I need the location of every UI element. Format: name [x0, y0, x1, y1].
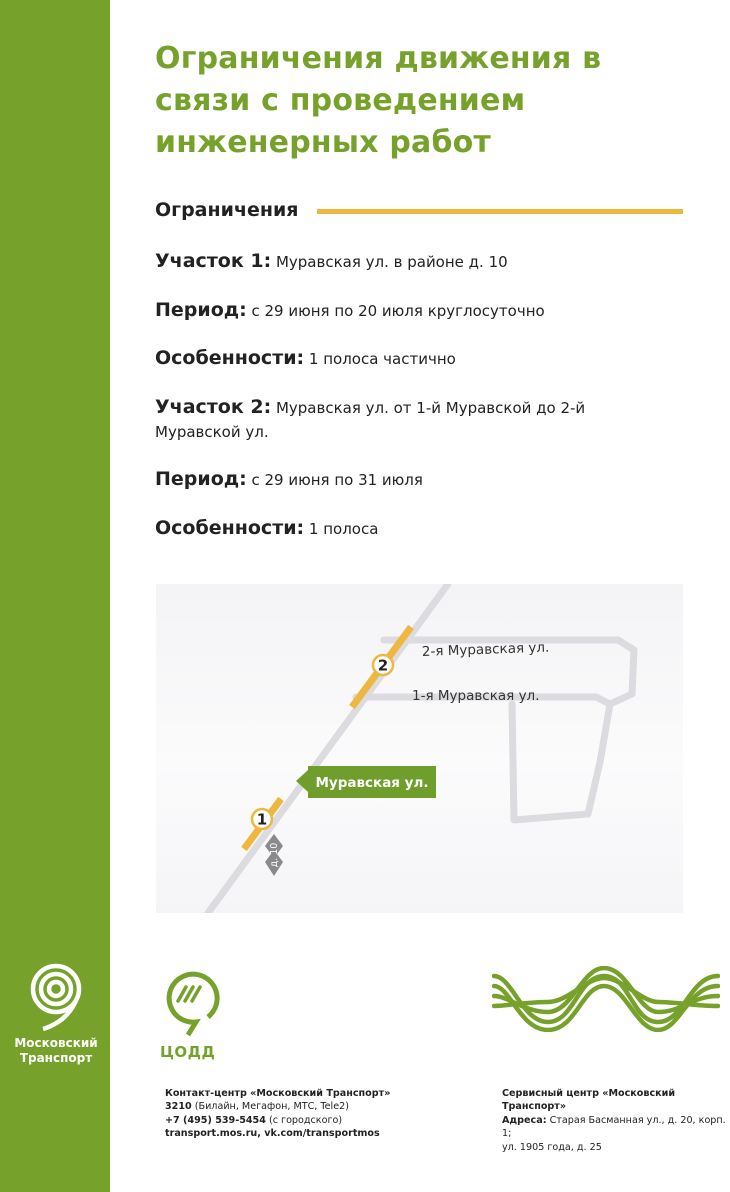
item-value: Муравская ул. от 1-й Муравской до 2-й Муравской ул. [155, 399, 586, 441]
map-svg [156, 584, 683, 913]
item-key: Период: [155, 299, 247, 321]
item-key: Особенности: [155, 517, 305, 539]
street-label-1st: 1-я Муравская ул. [412, 688, 540, 704]
mos-ru-wave-icon [492, 966, 720, 1032]
service-address-label: Адреса: [502, 1114, 547, 1126]
section-rule [317, 209, 683, 214]
moscow-transport-name [10, 1036, 102, 1066]
contact-phone-city-note: (с городского) [265, 1114, 343, 1126]
tsodd-logo [160, 965, 230, 1061]
brand-line-1: Московский [14, 1036, 98, 1050]
mos-ru-logo [492, 966, 720, 1036]
item-key: Участок 2: [155, 396, 272, 418]
scheme-map [156, 584, 683, 913]
item-value: с 29 июня по 20 июля круглосуточно [251, 302, 545, 320]
item-value: 1 полоса [308, 520, 379, 538]
moscow-transport-logo [10, 962, 102, 1066]
house-label: д. 10 [269, 842, 280, 868]
restriction-item [155, 298, 675, 323]
street-label-2nd: 2-я Муравская ул. [421, 639, 550, 660]
item-key: Период: [155, 468, 247, 490]
house-marker [265, 834, 283, 876]
item-value: 1 полоса частично [308, 350, 456, 368]
restriction-item [155, 467, 675, 492]
section-label: Ограничения [155, 199, 299, 221]
item-key: Особенности: [155, 347, 305, 369]
marker-1-label: 1 [256, 810, 268, 829]
contact-phone-short-note: (Билайн, Мегафон, МТС, Tele2) [191, 1101, 349, 1113]
moscow-transport-logo-icon [25, 962, 87, 1032]
contact-heading: Контакт-центр «Московский Транспорт» [165, 1088, 391, 1099]
item-value: с 29 июня по 31 июля [251, 471, 423, 489]
service-center [502, 1087, 730, 1154]
restriction-item [155, 395, 625, 444]
brand-line-2: Транспорт [19, 1051, 93, 1065]
main-street-flag [296, 766, 436, 798]
restriction-item [155, 346, 675, 371]
item-value: Муравская ул. в районе д. 10 [275, 253, 508, 271]
contact-phone-short[interactable]: 3210 [165, 1101, 192, 1113]
road-main [208, 584, 448, 913]
contact-web-links[interactable]: transport.mos.ru, vk.com/transportmos [165, 1128, 380, 1140]
restriction-item [155, 249, 675, 274]
contact-center [165, 1087, 465, 1141]
sidebar [0, 0, 110, 1192]
section-heading [155, 199, 685, 225]
tsodd-logo-icon [160, 965, 220, 1037]
marker-2 [373, 655, 393, 675]
main-street-label: Муравская ул. [315, 775, 429, 791]
service-address-2: ул. 1905 года, д. 25 [502, 1141, 602, 1153]
item-key: Участок 1: [155, 250, 272, 272]
page-title: Ограничения движения в связи с проведением инженерных работ [155, 41, 602, 160]
service-heading: Сервисный центр «Московский Транспорт» [502, 1088, 676, 1113]
marker-2-label: 2 [377, 656, 389, 675]
contact-phone-city[interactable]: +7 (495) 539-5454 [165, 1114, 266, 1126]
tsodd-name: ЦОДД [160, 1043, 216, 1061]
marker-1 [252, 809, 272, 829]
service-address-1: Старая Басманная ул., д. 20, корп. 1; [502, 1114, 726, 1140]
restriction-item [155, 516, 675, 541]
road-1st-muravskaya [356, 697, 610, 820]
